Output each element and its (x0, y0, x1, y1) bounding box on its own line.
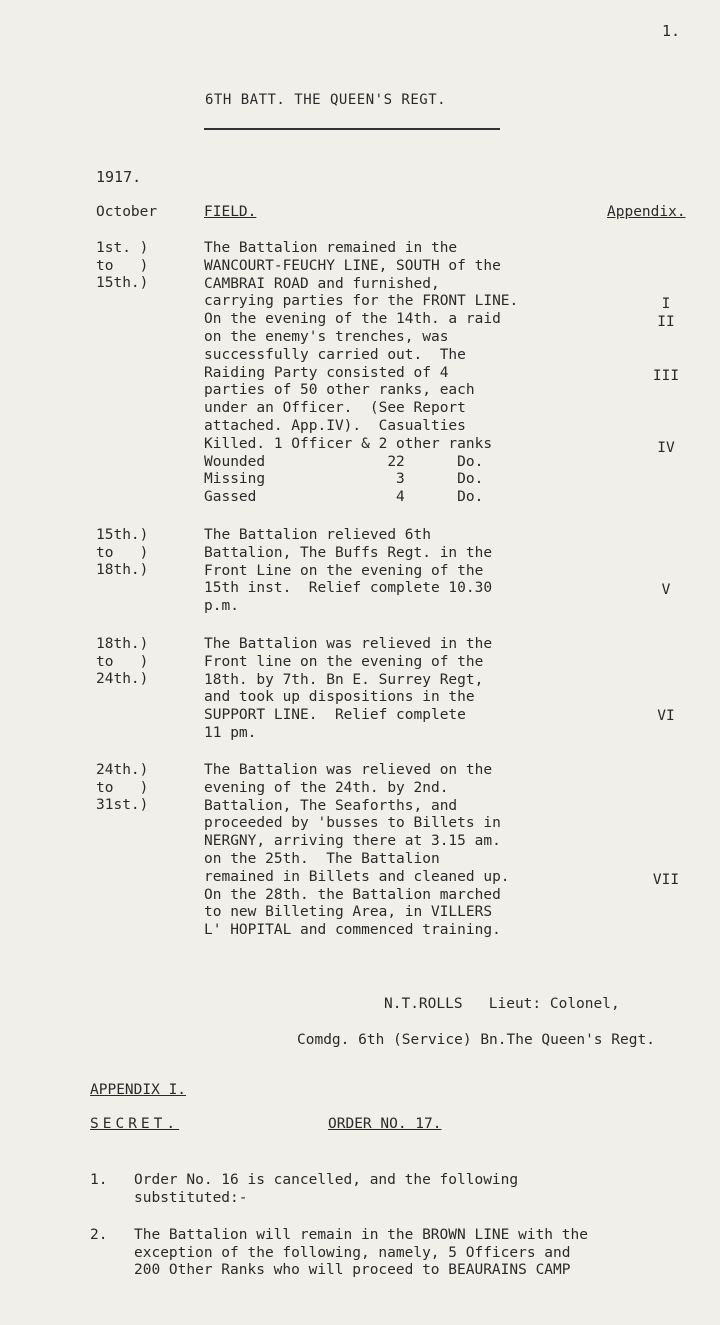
appendix-ref: VI (657, 708, 675, 724)
entry-dates: 24th.) to ) 31st.) (96, 762, 149, 814)
appendix-ref: VII (652, 872, 680, 888)
paragraph-text: Order No. 16 is cancelled, and the following substituted:- (134, 1172, 519, 1206)
signature-name: N.T.ROLLS Lieut: Colonel, (384, 996, 620, 1012)
field-header: FIELD. (204, 204, 257, 220)
entry-text: The Battalion remained in the WANCOURT-FEUCHY LINE, SOUTH of the CAMBRAI ROAD and furnished, carrying parties for the FRONT LINE. On the evening of the 14th. a raid on the enemy's trenches, was successfully carried out. The Raiding Party consisted of 4 parties of 50 other ranks, each under an Officer. (See Report attached. App.IV). Casualties Killed. 1 Officer & 2 other ranks Wounded 22 Do. Missing 3 Do. Gassed 4 Do. (204, 240, 519, 506)
entry-dates: 1st. ) to ) 15th.) (96, 240, 149, 292)
entry-text: The Battalion was relieved on the evening of the 24th. by 2nd. Battalion, The Seaforths, and proceeded by 'busses to Billets in NERGNY, arriving there at 3.15 am. on the 25th. The Battalion remained in Billets and cleaned up. On the 28th. the Battalion marched to new Billeting Area, in VILLERS L' HOPITAL and commenced training. (204, 762, 510, 939)
appendix-header: Appendix. (607, 204, 686, 220)
paragraph-number: 1. (90, 1172, 108, 1188)
appendix-ref: II (657, 314, 675, 330)
entry-dates: 15th.) to ) 18th.) (96, 527, 149, 579)
appendix-ref: V (661, 582, 671, 598)
paragraph-number: 2. (90, 1227, 108, 1243)
appendix-ref: I (661, 296, 671, 312)
document-title: 6TH BATT. THE QUEEN'S REGT. (205, 92, 447, 108)
appendix-ref: III (652, 368, 680, 384)
secret-label: SECRET. (90, 1116, 180, 1132)
year: 1917. (96, 168, 142, 186)
paragraph-text: The Battalion will remain in the BROWN LINE with the exception of the following, namely, 5 Officers and 200 Other Ranks who will proceed to BEAURAINS CAMP (134, 1227, 588, 1278)
page-number: 1. (662, 22, 681, 40)
appendix-ref: IV (657, 440, 675, 456)
entry-dates: 18th.) to ) 24th.) (96, 636, 149, 688)
entry-text: The Battalion was relieved in the Front line on the evening of the 18th. by 7th. Bn E. Surrey Regt, and took up dispositions in the SUPPORT LINE. Relief complete 11 pm. (204, 636, 493, 741)
appendix-title: APPENDIX I. (90, 1082, 187, 1098)
entry-text: The Battalion relieved 6th Battalion, The Buffs Regt. in the Front Line on the evening of the 15th inst. Relief complete 10.30 p.m. (204, 527, 493, 615)
month-header: October (96, 204, 158, 220)
title-underline (204, 128, 500, 130)
signature-unit: Comdg. 6th (Service) Bn.The Queen's Regt. (297, 1032, 655, 1048)
order-number: ORDER NO. 17. (328, 1116, 442, 1132)
